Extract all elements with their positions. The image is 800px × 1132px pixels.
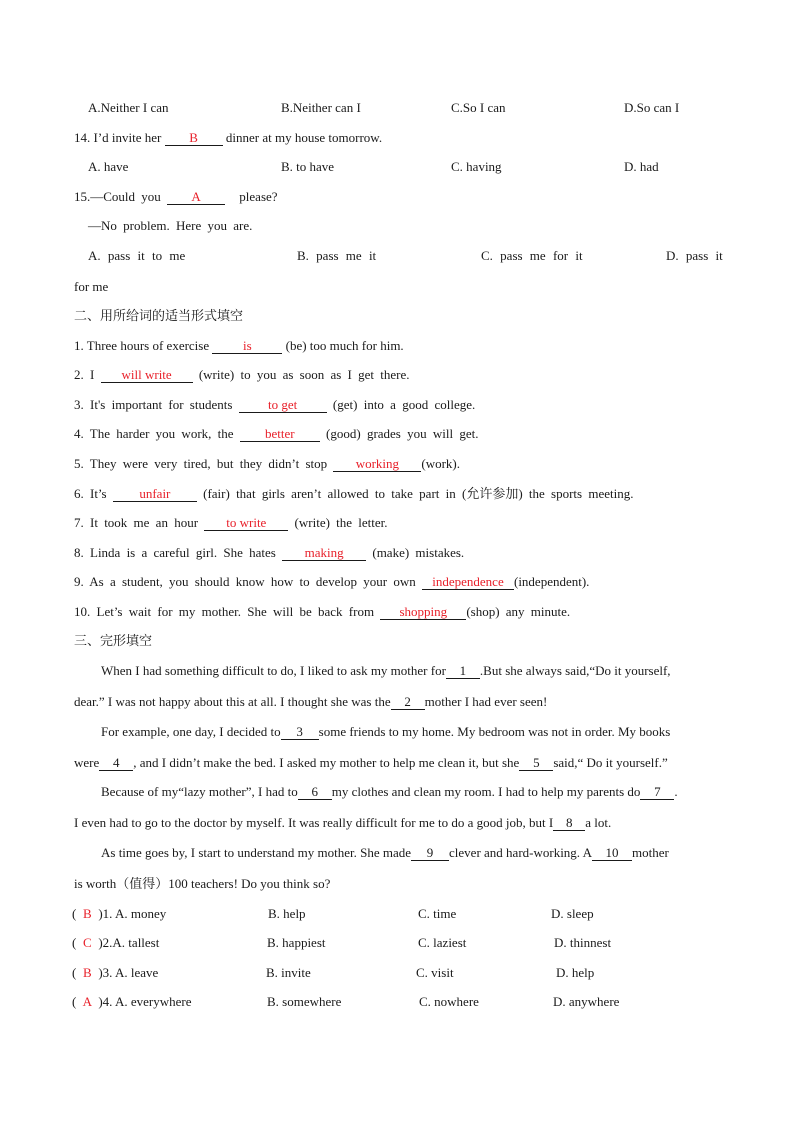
q13-option-c: C.So I can xyxy=(451,100,506,115)
q14-prefix: 14. I’d invite her xyxy=(74,130,165,145)
cloze-answer-4: A xyxy=(82,994,93,1009)
cloze-blank-9: 9 xyxy=(411,846,449,861)
cloze-blank-5: 5 xyxy=(519,756,553,771)
cloze-text: For example, one day, I decided to xyxy=(101,724,281,739)
q14-option-b: B. to have xyxy=(281,159,335,174)
cloze-blank-8: 8 xyxy=(553,816,585,831)
cloze-answer-row-3 xyxy=(72,965,158,981)
q15-reply: —No problem. Here you are. xyxy=(88,218,253,233)
s2-item-2 xyxy=(74,367,409,383)
s2-item-1-answer: is xyxy=(212,339,282,354)
s2-item-4-post: (good) grades you will get. xyxy=(319,426,479,441)
cloze-p2-line2 xyxy=(74,755,668,771)
cloze-2-option-c: C. laziest xyxy=(418,935,467,950)
cloze-answer-row-2 xyxy=(72,935,159,951)
q15-option-d: D. pass it xyxy=(666,248,723,263)
cloze-4-option-d: D. anywhere xyxy=(553,994,620,1009)
option-a: )2.A. tallest xyxy=(98,935,160,950)
s2-item-6 xyxy=(74,486,633,502)
q13-option-d: D.So can I xyxy=(624,100,680,115)
cloze-p3-line2 xyxy=(74,815,611,831)
cloze-text: clever and hard-working. A xyxy=(449,845,592,860)
cloze-blank-1: 1 xyxy=(446,664,480,679)
answer-paren: ( xyxy=(72,965,77,980)
q15-option-d-wrap: for me xyxy=(74,279,109,294)
s2-item-4-pre: 4. The harder you work, the xyxy=(74,426,240,441)
s2-item-5-post: (work). xyxy=(421,456,461,471)
s2-item-5 xyxy=(74,456,460,472)
cloze-p1-line1 xyxy=(101,663,671,679)
s2-item-1 xyxy=(74,338,404,354)
s2-item-6-post: (fair) that girls aren’t allowed to take part in (允许参加) the sports meeting. xyxy=(196,486,634,501)
s2-item-8-answer: making xyxy=(282,546,366,561)
cloze-text: dear.” I was not happy about this at all. I thought she was the xyxy=(74,694,391,709)
cloze-3-option-c: C. visit xyxy=(416,965,454,980)
s2-item-7-pre: 7. It took me an hour xyxy=(74,515,205,530)
option-a: )1. A. money xyxy=(98,906,167,921)
cloze-blank-7: 7 xyxy=(640,785,674,800)
s2-item-1-post: (be) too much for him. xyxy=(282,338,404,353)
cloze-p4-line1 xyxy=(101,845,669,861)
s2-item-1-pre: 1. Three hours of exercise xyxy=(74,338,213,353)
cloze-blank-4: 4 xyxy=(99,756,133,771)
cloze-blank-6: 6 xyxy=(298,785,332,800)
s2-item-9-post: (independent). xyxy=(513,574,590,589)
cloze-answer-1: B xyxy=(83,906,92,921)
question-14 xyxy=(74,130,382,146)
q13-option-a: A.Neither I can xyxy=(88,100,169,115)
answer-paren: ( xyxy=(72,935,77,950)
s2-item-5-answer: working xyxy=(333,457,421,472)
q14-answer: B xyxy=(165,131,223,146)
cloze-blank-10: 10 xyxy=(592,846,632,861)
cloze-text: As time goes by, I start to understand my mother. She made xyxy=(101,845,412,860)
cloze-text: some friends to my home. My bedroom was not in order. My books xyxy=(318,724,671,739)
q15-option-c: C. pass me for it xyxy=(481,248,583,263)
cloze-blank-2: 2 xyxy=(391,695,425,710)
cloze-answer-row-1 xyxy=(72,906,166,922)
cloze-text: .But she always said,“Do it yourself, xyxy=(479,663,671,678)
s2-item-3 xyxy=(74,397,475,413)
s2-item-2-answer: will write xyxy=(101,368,193,383)
cloze-text: my clothes and clean my room. I had to help my parents do xyxy=(331,784,641,799)
answer-paren: ( xyxy=(72,994,77,1009)
q14-suffix: dinner at my house tomorrow. xyxy=(222,130,383,145)
s2-item-7-post: (write) the letter. xyxy=(288,515,388,530)
q13-option-b: B.Neither can I xyxy=(281,100,361,115)
cloze-text: mother I had ever seen! xyxy=(424,694,548,709)
s2-item-7-answer: to write xyxy=(204,516,288,531)
cloze-text: . xyxy=(674,784,678,799)
q15-suffix: please? xyxy=(233,189,278,204)
cloze-text: said,“ Do it yourself.” xyxy=(553,755,668,770)
question-15 xyxy=(74,189,278,205)
s2-item-10-pre: 10. Let’s wait for my mother. She will be back from xyxy=(74,604,381,619)
q14-option-a: A. have xyxy=(88,159,129,174)
cloze-4-option-b: B. somewhere xyxy=(267,994,342,1009)
s2-item-4 xyxy=(74,426,478,442)
s2-item-3-answer: to get xyxy=(239,398,327,413)
cloze-1-option-c: C. time xyxy=(418,906,457,921)
s2-item-10-post: (shop) any minute. xyxy=(466,604,571,619)
s2-item-10 xyxy=(74,604,570,620)
q15-answer: A xyxy=(167,190,225,205)
s2-item-10-answer: shopping xyxy=(380,605,466,620)
q15-option-b: B. pass me it xyxy=(297,248,377,263)
s2-item-4-answer: better xyxy=(240,427,320,442)
s2-item-8-pre: 8. Linda is a careful girl. She hates xyxy=(74,545,283,560)
s2-item-5-pre: 5. They were very tired, but they didn’t stop xyxy=(74,456,334,471)
answer-paren: ( xyxy=(72,906,77,921)
q15-option-a: A. pass it to me xyxy=(88,248,186,263)
s2-item-7 xyxy=(74,515,388,531)
cloze-3-option-d: D. help xyxy=(556,965,595,980)
q14-option-d: D. had xyxy=(624,159,659,174)
section-3-heading: 三、完形填空 xyxy=(74,634,153,649)
cloze-p2-line1 xyxy=(101,724,670,740)
cloze-text: a lot. xyxy=(585,815,612,830)
q15-prefix: 15.—Could you xyxy=(74,189,168,204)
s2-item-2-post: (write) to you as soon as I get there. xyxy=(192,367,410,382)
cloze-blank-3: 3 xyxy=(281,725,319,740)
cloze-text: I even had to go to the doctor by myself. It was really difficult for me to do a good job, but I xyxy=(74,815,554,830)
cloze-text: When I had something difficult to do, I liked to ask my mother for xyxy=(101,663,446,678)
s2-item-6-pre: 6. It’s xyxy=(74,486,113,501)
s2-item-9-pre: 9. As a student, you should know how to develop your own xyxy=(74,574,422,589)
s2-item-3-pre: 3. It's important for students xyxy=(74,397,239,412)
cloze-2-option-d: D. thinnest xyxy=(554,935,612,950)
cloze-1-option-d: D. sleep xyxy=(551,906,594,921)
cloze-answer-row-4 xyxy=(72,994,191,1010)
s2-item-6-answer: unfair xyxy=(113,487,197,502)
cloze-p1-line2 xyxy=(74,694,547,710)
option-a: )4. A. everywhere xyxy=(98,994,192,1009)
option-a: )3. A. leave xyxy=(98,965,159,980)
cloze-text: Because of my“lazy mother”, I had to xyxy=(101,784,298,799)
cloze-1-option-b: B. help xyxy=(268,906,306,921)
cloze-4-option-c: C. nowhere xyxy=(419,994,479,1009)
s2-item-8-post: (make) mistakes. xyxy=(366,545,465,560)
cloze-2-option-b: B. happiest xyxy=(267,935,326,950)
section-2-heading: 二、用所给词的适当形式填空 xyxy=(74,309,244,324)
s2-item-3-post: (get) into a good college. xyxy=(326,397,476,412)
cloze-text: mother xyxy=(631,845,669,860)
cloze-p3-line1 xyxy=(101,784,678,800)
cloze-p4-line2: is worth（值得）100 teachers! Do you think so? xyxy=(74,876,331,891)
cloze-3-option-b: B. invite xyxy=(266,965,311,980)
s2-item-2-pre: 2. I xyxy=(74,367,101,382)
cloze-answer-2: C xyxy=(83,935,92,950)
cloze-text: , and I didn’t make the bed. I asked my mother to help me clean it, but she xyxy=(133,755,520,770)
cloze-text: were xyxy=(74,755,100,770)
s2-item-9-answer: independence xyxy=(422,575,514,590)
s2-item-9 xyxy=(74,574,589,590)
s2-item-8 xyxy=(74,545,464,561)
cloze-answer-3: B xyxy=(83,965,92,980)
q14-option-c: C. having xyxy=(451,159,502,174)
